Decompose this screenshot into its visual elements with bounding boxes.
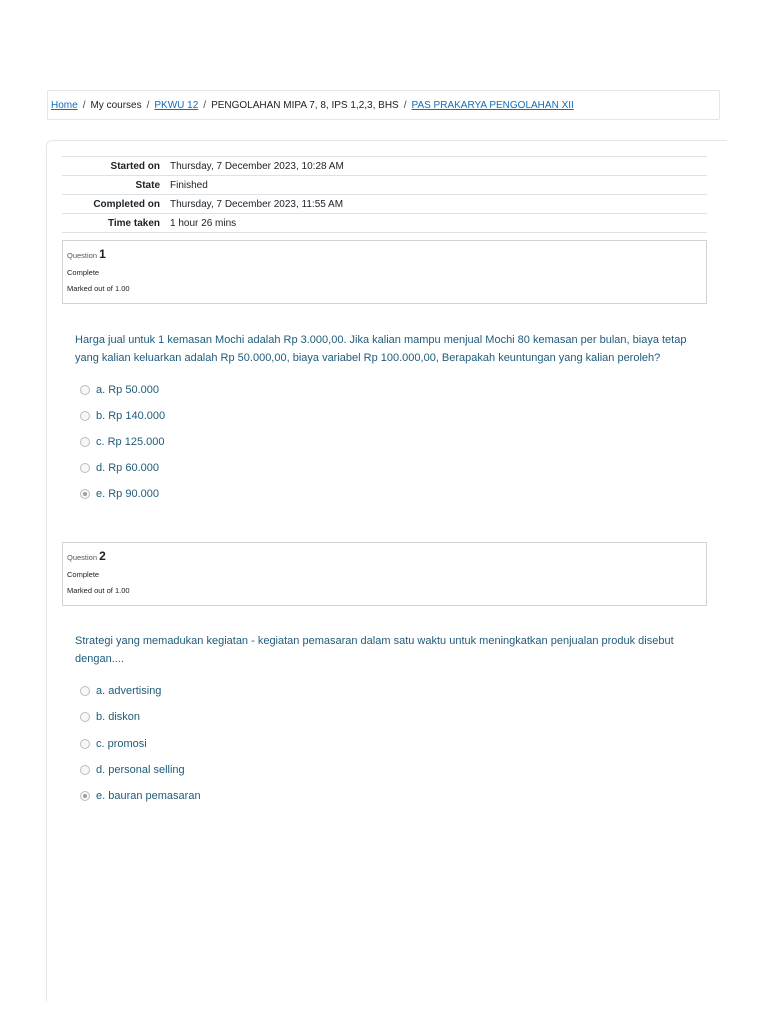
summary-label: State	[62, 176, 170, 195]
option-label: e. bauran pemasaran	[96, 790, 201, 802]
question-2-option-d[interactable]	[80, 764, 185, 776]
breadcrumb-course-link[interactable]: PKWU 12	[154, 99, 199, 111]
option-label: c. promosi	[96, 738, 147, 750]
summary-row-state	[62, 176, 707, 195]
question-1-option-e[interactable]	[80, 488, 159, 500]
breadcrumb-separator: /	[403, 99, 407, 111]
breadcrumb	[47, 90, 720, 120]
question-2-info	[62, 542, 707, 606]
breadcrumb-separator: /	[146, 99, 150, 111]
option-label: c. Rp 125.000	[96, 436, 165, 448]
radio-button[interactable]	[80, 463, 90, 473]
question-1-option-d[interactable]	[80, 462, 159, 474]
question-number-value: 2	[99, 549, 106, 563]
summary-row-started	[62, 157, 707, 176]
radio-button[interactable]	[80, 712, 90, 722]
radio-button[interactable]	[80, 411, 90, 421]
breadcrumb-separator: /	[203, 99, 207, 111]
breadcrumb-separator: /	[82, 99, 86, 111]
option-label: e. Rp 90.000	[96, 488, 159, 500]
option-label: b. Rp 140.000	[96, 410, 166, 422]
question-1-text: Harga jual untuk 1 kemasan Mochi adalah Rp 3.000,00. Jika kalian mampu menjual Mochi 80 kemasan per bulan, biaya tetap yang kalian keluarkan adalah Rp 50.000,00, biaya variabel Rp 100.000,00, Berapakah keuntungan yang kalian peroleh?	[75, 334, 687, 364]
breadcrumb-section: PENGOLAHAN MIPA 7, 8, IPS 1,2,3, BHS	[211, 99, 399, 111]
option-label: b. diskon	[96, 711, 141, 723]
question-status: Complete	[67, 268, 100, 277]
option-label: d. personal selling	[96, 764, 185, 776]
radio-button[interactable]	[80, 686, 90, 696]
question-label: Question	[67, 553, 98, 562]
question-marks: Marked out of 1.00	[67, 284, 130, 293]
option-label: a. advertising	[96, 685, 162, 697]
question-number	[67, 549, 706, 563]
question-2-option-e[interactable]	[80, 790, 201, 802]
breadcrumb-home-link[interactable]: Home	[51, 99, 78, 111]
question-2-option-a[interactable]	[80, 685, 161, 697]
summary-row-completed	[62, 195, 707, 214]
question-label: Question	[67, 251, 98, 260]
attempt-summary-table	[62, 156, 707, 233]
radio-button-selected[interactable]	[80, 489, 90, 499]
question-number-value: 1	[99, 247, 106, 261]
summary-label: Started on	[62, 157, 170, 176]
summary-value: Thursday, 7 December 2023, 11:55 AM	[170, 195, 707, 214]
question-2-option-b[interactable]	[80, 711, 140, 723]
question-2-option-c[interactable]	[80, 738, 147, 750]
radio-button[interactable]	[80, 765, 90, 775]
summary-label: Completed on	[62, 195, 170, 214]
summary-value: Thursday, 7 December 2023, 10:28 AM	[170, 157, 707, 176]
breadcrumb-quiz-link[interactable]: PAS PRAKARYA PENGOLAHAN XII	[411, 99, 574, 111]
question-1-option-a[interactable]	[80, 384, 159, 396]
radio-button[interactable]	[80, 739, 90, 749]
question-1-option-b[interactable]	[80, 410, 165, 422]
option-label: a. Rp 50.000	[96, 384, 159, 396]
breadcrumb-my-courses: My courses	[90, 99, 142, 111]
summary-label: Time taken	[62, 214, 170, 233]
radio-button[interactable]	[80, 385, 90, 395]
question-number	[67, 247, 706, 261]
question-1-info	[62, 240, 707, 304]
summary-value: Finished	[170, 176, 707, 195]
question-status: Complete	[67, 570, 100, 579]
question-1-option-c[interactable]	[80, 436, 165, 448]
question-marks: Marked out of 1.00	[67, 586, 130, 595]
radio-button-selected[interactable]	[80, 791, 90, 801]
option-label: d. Rp 60.000	[96, 462, 159, 474]
radio-button[interactable]	[80, 437, 90, 447]
summary-row-time-taken	[62, 214, 707, 233]
question-2-text: Strategi yang memadukan kegiatan - kegiatan pemasaran dalam satu waktu untuk meningkatkan penjualan produk disebut dengan....	[75, 635, 674, 665]
summary-value: 1 hour 26 mins	[170, 214, 707, 233]
